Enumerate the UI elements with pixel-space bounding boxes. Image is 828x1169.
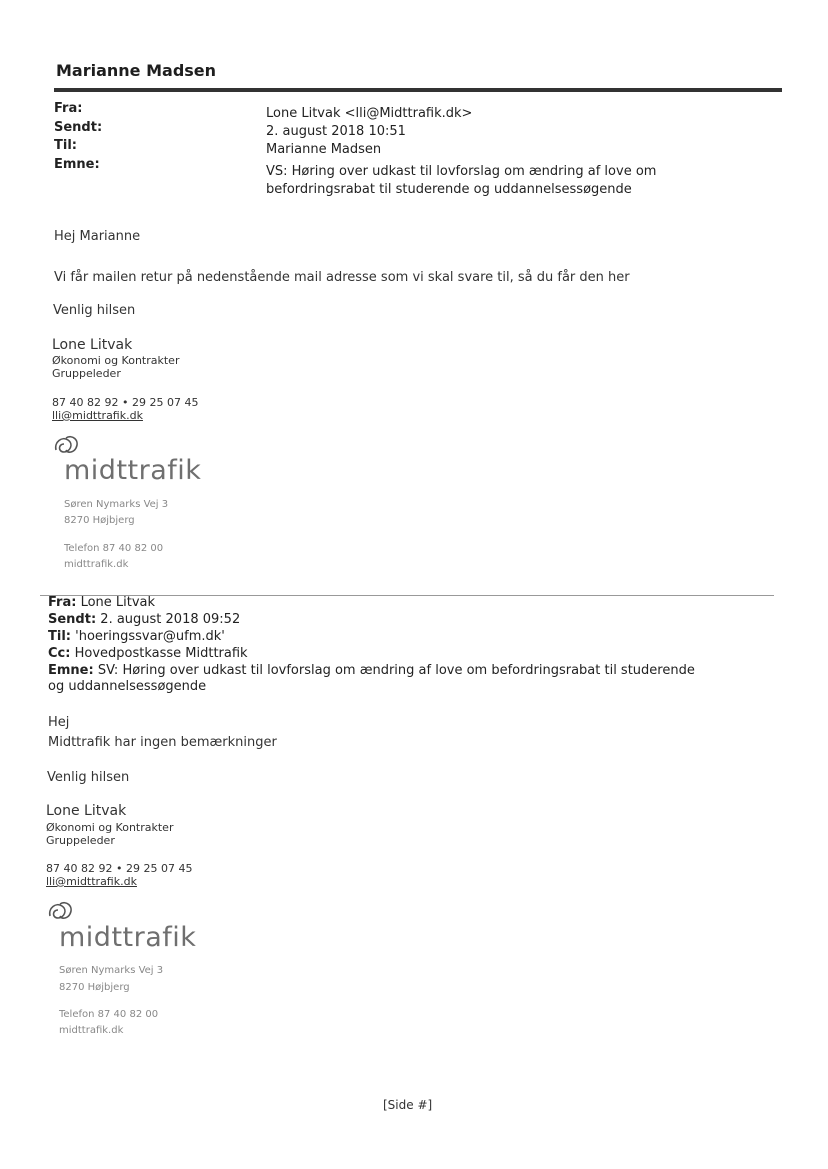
page-number: [Side #] <box>383 1098 433 1112</box>
signature-email-link-2[interactable]: lli@midttrafik.dk <box>46 875 137 888</box>
signature-email-link-1[interactable]: lli@midttrafik.dk <box>52 409 143 422</box>
closing-2: Venlig hilsen <box>47 770 130 785</box>
forwarded-to <box>48 629 225 645</box>
subject-value: VS: Høring over udkast til lovforslag om ændring af love om befordringsrabat til studerende og uddannelsessøgende <box>266 164 657 197</box>
website-line: midttrafik.dk <box>59 1025 124 1036</box>
address-line-2: 8270 Højbjerg <box>64 515 135 526</box>
message-body-1: Vi får mailen retur på nedenstående mail adresse som vi skal svare til, så du får den her <box>54 270 630 285</box>
midttrafik-logo-wordmark: midttrafik <box>64 455 202 486</box>
forwarded-subject-value: SV: Høring over udkast til lovforslag om ændring af love om befordringsrabat til studerende og uddannelsessøgende <box>48 663 695 694</box>
signature-role-1: Gruppeleder <box>52 367 121 380</box>
forwarded-subject <box>48 663 708 695</box>
forwarded-subject-label: Emne: <box>48 663 94 678</box>
midttrafik-logo-icon <box>46 898 76 924</box>
address-line-2: 8270 Højbjerg <box>59 982 130 993</box>
forwarded-from-value: Lone Litvak <box>80 595 156 610</box>
forwarded-to-value: 'hoeringssvar@ufm.dk' <box>75 629 225 644</box>
website-line: midttrafik.dk <box>64 559 129 570</box>
phone-line: Telefon 87 40 82 00 <box>64 543 164 554</box>
forwarded-cc <box>48 646 248 662</box>
title-divider <box>54 88 782 92</box>
sent-label: Sendt: <box>54 120 103 135</box>
signature-role-2: Gruppeleder <box>46 834 115 847</box>
to-label: Til: <box>54 138 77 153</box>
greeting-2: Hej <box>48 715 70 730</box>
midttrafik-logo-wordmark: midttrafik <box>59 922 197 953</box>
forwarded-cc-value: Hovedpostkasse Midttrafik <box>74 646 248 661</box>
forwarded-cc-label: Cc: <box>48 646 71 661</box>
forwarded-to-label: Til: <box>48 629 71 644</box>
from-value: Lone Litvak <lli@Midttrafik.dk> <box>266 106 473 121</box>
signature-phones-1: 87 40 82 92 • 29 25 07 45 <box>52 396 199 409</box>
signature-name-2: Lone Litvak <box>46 803 127 819</box>
from-label: Fra: <box>54 101 83 116</box>
forwarded-from-label: Fra: <box>48 595 77 610</box>
forwarded-sent-label: Sendt: <box>48 612 97 627</box>
message-body-2: Midttrafik har ingen bemærkninger <box>48 735 277 750</box>
address-line-1: Søren Nymarks Vej 3 <box>59 965 164 976</box>
signature-name-1: Lone Litvak <box>52 337 133 353</box>
address-line-1: Søren Nymarks Vej 3 <box>64 499 169 510</box>
signature-dept-1: Økonomi og Kontrakter <box>52 354 180 367</box>
phone-line: Telefon 87 40 82 00 <box>59 1009 159 1020</box>
forwarded-from <box>48 595 155 611</box>
greeting-1: Hej Marianne <box>54 229 141 244</box>
signature-phones-2: 87 40 82 92 • 29 25 07 45 <box>46 862 193 875</box>
subject-label: Emne: <box>54 157 100 172</box>
to-value: Marianne Madsen <box>266 142 382 157</box>
document-title: Marianne Madsen <box>56 61 217 80</box>
signature-dept-2: Økonomi og Kontrakter <box>46 821 174 834</box>
closing-1: Venlig hilsen <box>53 303 136 318</box>
sent-value: 2. august 2018 10:51 <box>266 124 406 139</box>
forwarded-sent <box>48 612 240 628</box>
forwarded-sent-value: 2. august 2018 09:52 <box>100 612 241 627</box>
